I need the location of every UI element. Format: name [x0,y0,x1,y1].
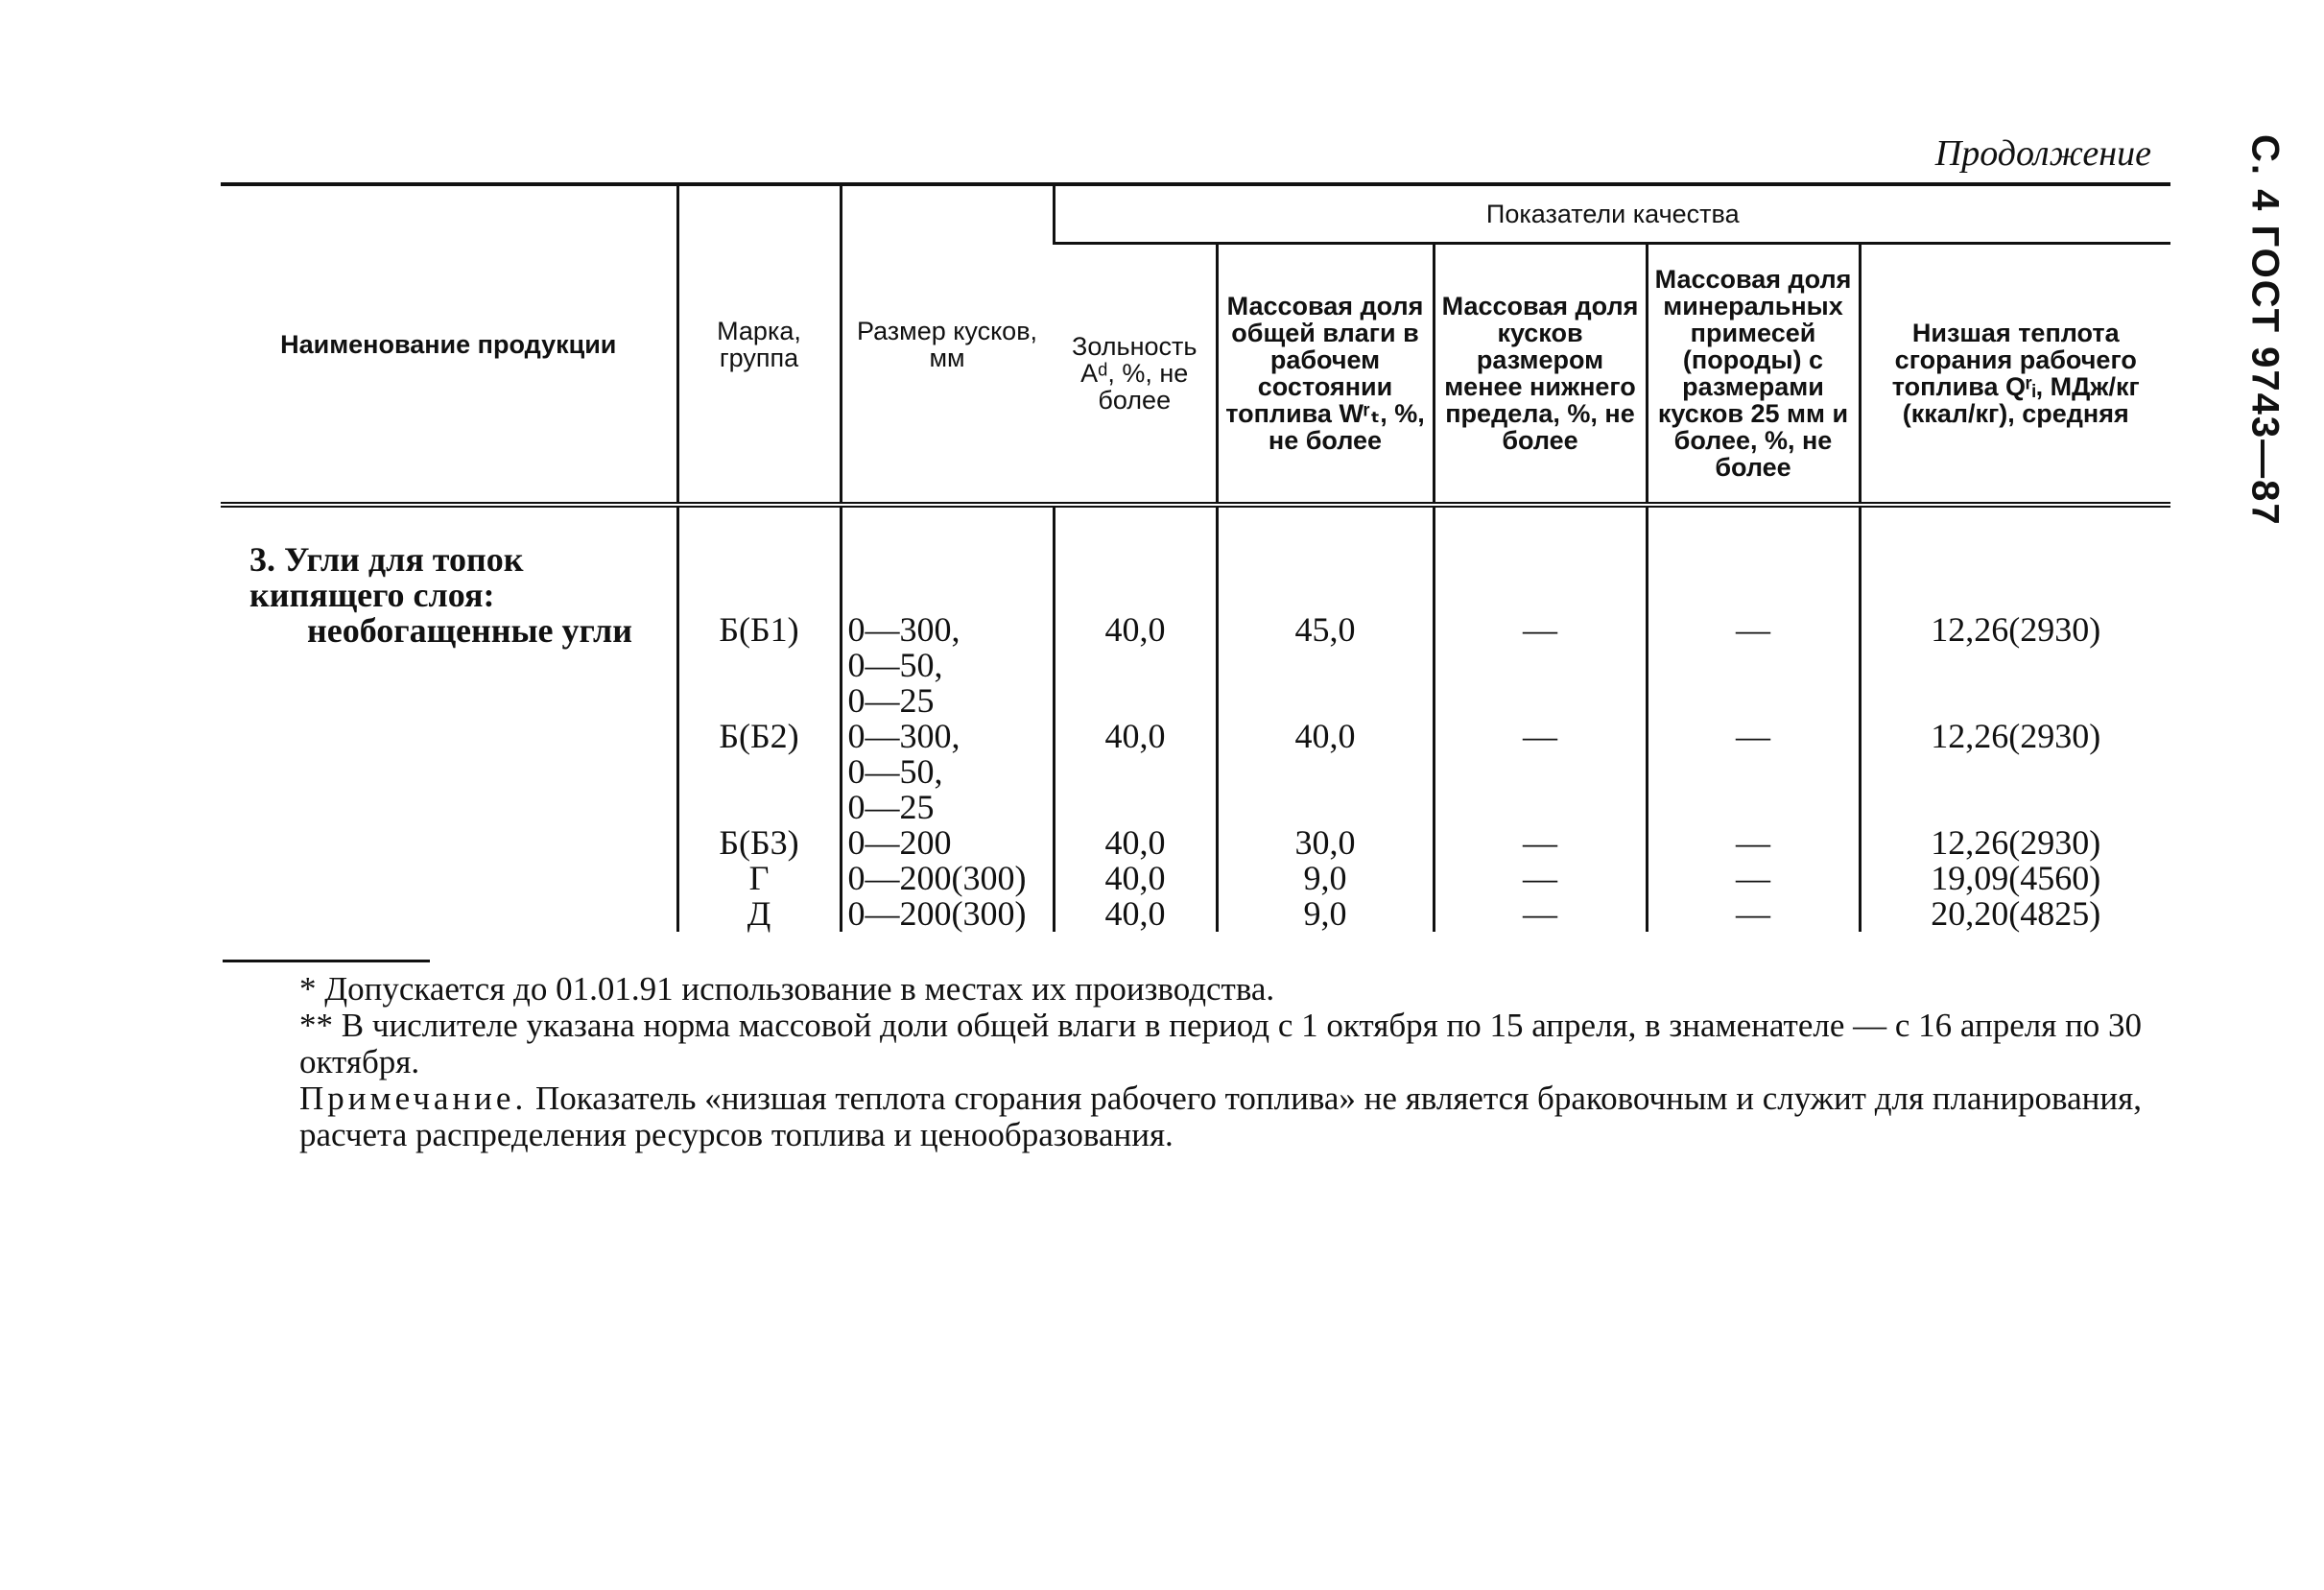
table-row [221,896,2170,932]
empty-cell [221,825,677,861]
header-heat: Низшая теплота сгорания рабочего топлива Qʳᵢ, МДж/кг (ккал/кг), средняя [1860,244,2170,506]
section-title: 3. Угли для топок кипящего слоя: [249,540,524,614]
empty-cell [221,719,677,825]
table-row [221,861,2170,896]
footnote-1: * Допускается до 01.01.91 использование в местах их производства. [299,970,1275,1008]
table-row [221,505,2170,719]
heat-cell: 12,26(2930) [1860,505,2170,719]
quality-table [221,182,2170,932]
moisture-cell: 40,0 [1217,719,1434,825]
heat-cell: 12,26(2930) [1860,719,2170,825]
footnote-divider [223,960,430,962]
moisture-cell: 30,0 [1217,825,1434,861]
mark-cell: Г [677,861,841,896]
header-fines: Массовая доля кусков размером менее нижнего предела, %, не более [1434,244,1647,506]
mark-cell: Б(Б1) [677,505,841,719]
mark-cell: Б(Б3) [677,825,841,861]
heat-cell: 12,26(2930) [1860,825,2170,861]
moisture-cell: 9,0 [1217,896,1434,932]
standard-number: С. 4 ГОСТ 9743—87 [2243,134,2287,527]
header-product: Наименование продукции [221,184,677,505]
moisture-cell: 45,0 [1217,505,1434,719]
heat-cell: 19,09(4560) [1860,861,2170,896]
header-mark: Марка, группа [677,184,841,505]
size-cell: 0—300, 0—50, 0—25 [841,719,1054,825]
ash-cell: 40,0 [1054,861,1217,896]
header-ash: Зольность Aᵈ, %, не более [1054,244,1217,506]
note-label: Примечание. [299,1080,528,1117]
mineral-cell: — [1647,719,1860,825]
empty-cell [221,861,677,896]
fines-cell: — [1434,825,1647,861]
mineral-cell: — [1647,861,1860,896]
header-moisture: Массовая доля общей влаги в рабочем состоянии топлива Wʳₜ, %, не более [1217,244,1434,506]
section-subtitle: необогащенные угли [307,611,632,650]
header-size: Размер кусков, мм [841,184,1054,505]
ash-cell: 40,0 [1054,505,1217,719]
fines-cell: — [1434,896,1647,932]
note [223,1080,2180,1153]
continuation-label: Продолжение [1934,133,2151,174]
page-side-header [2236,134,2293,527]
mark-cell: Б(Б2) [677,719,841,825]
heat-cell: 20,20(4825) [1860,896,2170,932]
note-text: Показатель «низшая теплота сгорания рабочего топлива» не является браковочным и служит для планирования, расчета распределения ресурсов топлива и ценообразования. [299,1080,2142,1153]
mineral-cell: — [1647,825,1860,861]
section-cell [221,505,677,719]
ash-cell: 40,0 [1054,825,1217,861]
fines-cell: — [1434,861,1647,896]
fines-cell: — [1434,505,1647,719]
size-cell: 0—300, 0—50, 0—25 [841,505,1054,719]
size-cell: 0—200(300) [841,896,1054,932]
table-row [221,719,2170,825]
footnote-2: ** В числителе указана норма массовой доли общей влаги в период с 1 октября по 15 апреля, в знаменателе — с 16 апреля по 30 октября. [299,1007,2143,1080]
ash-cell: 40,0 [1054,719,1217,825]
size-cell: 0—200 [841,825,1054,861]
moisture-cell: 9,0 [1217,861,1434,896]
mark-cell: Д [677,896,841,932]
size-cell: 0—200(300) [841,861,1054,896]
mineral-cell: — [1647,896,1860,932]
table-row [221,825,2170,861]
ash-cell: 40,0 [1054,896,1217,932]
header-mineral: Массовая доля минеральных примесей (породы) с размерами кусков 25 мм и более, %, не более [1647,244,1860,506]
empty-cell [221,896,677,932]
fines-cell: — [1434,719,1647,825]
notes-block [223,971,2180,1153]
header-quality-group: Показатели качества [1054,184,2170,244]
mineral-cell: — [1647,505,1860,719]
